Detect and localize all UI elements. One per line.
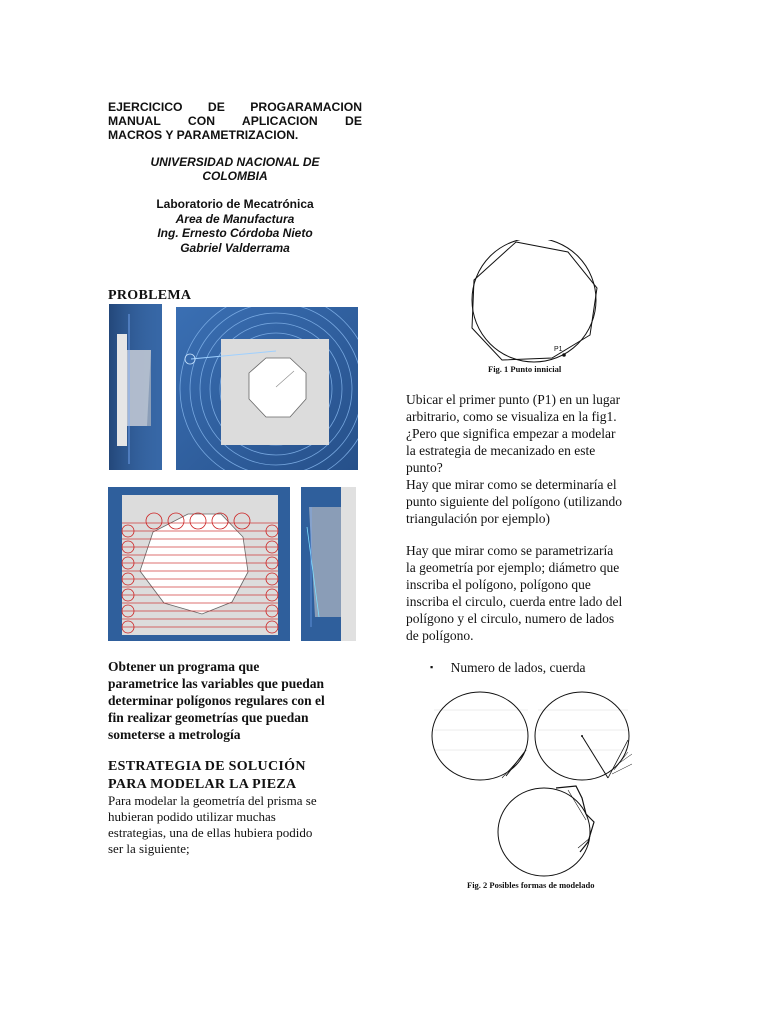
university-line-2: COLOMBIA <box>202 169 268 183</box>
fig2-caption: Fig. 2 Posibles formas de modelado <box>467 880 595 890</box>
right-paragraph-2 <box>406 542 676 644</box>
area-name: Area de Manufactura <box>175 211 295 226</box>
right-p1-line: punto siguiente del polígono (utilizando <box>406 494 622 509</box>
objective-paragraph <box>108 658 368 743</box>
cad-side-view-image <box>109 304 162 470</box>
bullet-item <box>430 659 586 676</box>
right-p2-line: inscriba el circulo, cuerda entre lado del <box>406 594 623 609</box>
right-p2-line: la geometría por ejemplo; diámetro que <box>406 560 620 575</box>
right-p2-line: de polígono. <box>406 628 474 643</box>
right-p2-line: inscriba el polígono, polígono que <box>406 577 591 592</box>
objective-line: parametrice las variables que puedan <box>108 676 324 691</box>
right-p2-line: Hay que mirar como se parametrizaría <box>406 543 614 558</box>
right-p1-line: arbitrario, como se visualiza en la fig1. <box>406 409 617 424</box>
affiliation-block <box>108 197 362 255</box>
document-title <box>108 100 362 142</box>
right-paragraph-1 <box>406 391 676 527</box>
fig1-circle-polygon <box>464 240 606 364</box>
author-1: Ing. Ernesto Córdoba Nieto <box>157 226 313 240</box>
title-line-3: MACROS Y PARAMETRIZACION. <box>108 128 299 142</box>
right-p1-line: ¿Pero que significa empezar a modelar <box>406 426 616 441</box>
cad-toolpath-image <box>108 487 290 641</box>
estrategia-heading-line: PARA MODELAR LA PIEZA <box>108 777 297 792</box>
right-p1-line: punto? <box>406 460 443 475</box>
right-p1-line: Ubicar el primer punto (P1) en un lugar <box>406 392 621 407</box>
objective-line: someterse a metrología <box>108 727 241 742</box>
problema-heading: PROBLEMA <box>108 288 192 303</box>
university-line-1: UNIVERSIDAD NACIONAL DE <box>150 155 320 169</box>
bullet-icon: ▪ <box>430 662 434 672</box>
fig1-caption: Fig. 1 Punto innicial <box>488 364 562 374</box>
title-line-1: EJERCICICO DE PROGARAMACION <box>108 100 362 114</box>
cad-side-toolpath-image <box>301 487 356 641</box>
right-p2-line: polígono y el circulo, numero de lados <box>406 611 615 626</box>
estrategia-heading <box>108 758 306 794</box>
modelar-line: estrategias, una de ellas hubiera podido <box>108 825 313 840</box>
author-2: Gabriel Valderrama <box>180 240 290 255</box>
title-line-2: MANUAL CON APLICACION DE <box>108 114 362 128</box>
objective-line: fin realizar geometrías que puedan <box>108 710 309 725</box>
university-name <box>108 155 362 183</box>
cad-top-view-image <box>176 307 358 470</box>
fig2-drawings <box>428 690 638 880</box>
objective-line: Obtener un programa que <box>108 659 260 674</box>
right-p1-line: la estrategia de mecanizado en este <box>406 443 596 458</box>
right-p1-line: triangulación por ejemplo) <box>406 511 550 526</box>
modelar-paragraph <box>108 793 368 857</box>
objective-line: determinar polígonos regulares con el <box>108 693 325 708</box>
fig1-point-label: P1 <box>554 346 563 353</box>
modelar-line: hubieran podido utilizar muchas <box>108 809 276 824</box>
estrategia-heading-line: ESTRATEGIA DE SOLUCIÓN <box>108 759 306 774</box>
right-p1-line: Hay que mirar como se determinaría el <box>406 477 617 492</box>
lab-name: Laboratorio de Mecatrónica <box>156 197 314 211</box>
modelar-line: ser la siguiente; <box>108 841 190 856</box>
bullet-text: Numero de lados, cuerda <box>450 660 586 675</box>
modelar-line: Para modelar la geometría del prisma se <box>108 793 317 808</box>
